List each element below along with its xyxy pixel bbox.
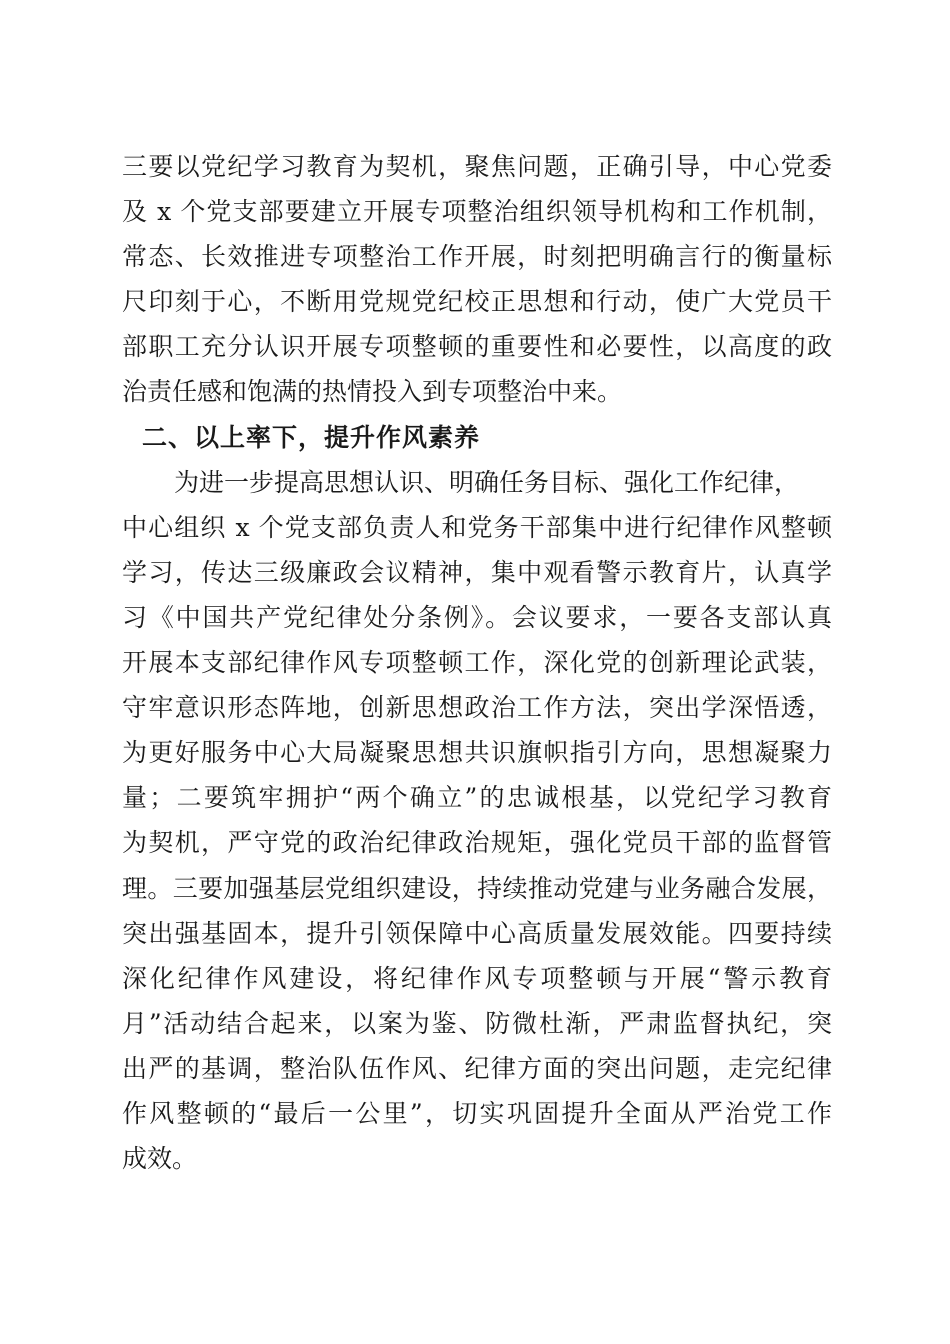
text-line: 治责任感和饱满的热情投入到专项整治中来。 (122, 377, 623, 407)
text-line: 月”活动结合起来，以案为鉴、防微杜渐，严肃监督执纪，突 (122, 1008, 832, 1038)
text-line: 作风整顿的“最后一公里”，切实巩固提升全面从严治党工作 (122, 1098, 832, 1128)
text-line: 为契机，严守党的政治纪律政治规矩，强化党员干部的监督管 (122, 828, 832, 858)
text-line: 及 x 个党支部要建立开展专项整治组织领导机构和工作机制， (122, 197, 832, 227)
text-line: 开展本支部纪律作风专项整顿工作，深化党的创新理论武装， (122, 648, 832, 678)
text-line: 常态、长效推进专项整治工作开展，时刻把明确言行的衡量标 (122, 242, 832, 272)
text-line: 为进一步提高思想认识、明确任务目标、强化工作纪律， (174, 467, 800, 497)
text-line: 深化纪律作风建设，将纪律作风专项整顿与开展“警示教育 (122, 963, 832, 993)
text-line: 习《中国共产党纪律处分条例》。会议要求，一要各支部认真 (122, 602, 832, 632)
text-line: 成效。 (122, 1144, 198, 1174)
text-line: 突出强基固本，提升引领保障中心高质量发展效能。四要持续 (122, 918, 832, 948)
text-line: 中心组织 x 个党支部负责人和党务干部集中进行纪律作风整顿 (122, 512, 832, 542)
text-line: 为更好服务中心大局凝聚思想共识旗帜指引方向，思想凝聚力 (122, 738, 832, 768)
section-two-paragraph (122, 460, 832, 1182)
text-line: 三要以党纪学习教育为契机，聚焦问题，正确引导，中心党委 (122, 152, 832, 181)
text-line: 守牢意识形态阵地，创新思想政治工作方法，突出学深悟透， (122, 693, 832, 723)
text-line: 量；二要筑牢拥护“两个确立”的忠诚根基，以党纪学习教育 (122, 783, 832, 813)
text-line: 出严的基调，整治队伍作风、纪律方面的突出问题，走完纪律 (122, 1053, 832, 1083)
text-line: 尺印刻于心，不断用党规党纪校正思想和行动，使广大党员干 (122, 287, 832, 317)
document-body (122, 144, 832, 1181)
text-line: 学习，传达三级廉政会议精神，集中观看警示教育片，认真学 (122, 557, 832, 587)
section-one-paragraph (122, 144, 832, 415)
text-line: 部职工充分认识开展专项整顿的重要性和必要性，以高度的政 (122, 332, 832, 362)
section-two-heading: 二、以上率下，提升作风素养 (142, 422, 481, 452)
text-line: 理。三要加强基层党组织建设，持续推动党建与业务融合发展， (122, 873, 832, 903)
